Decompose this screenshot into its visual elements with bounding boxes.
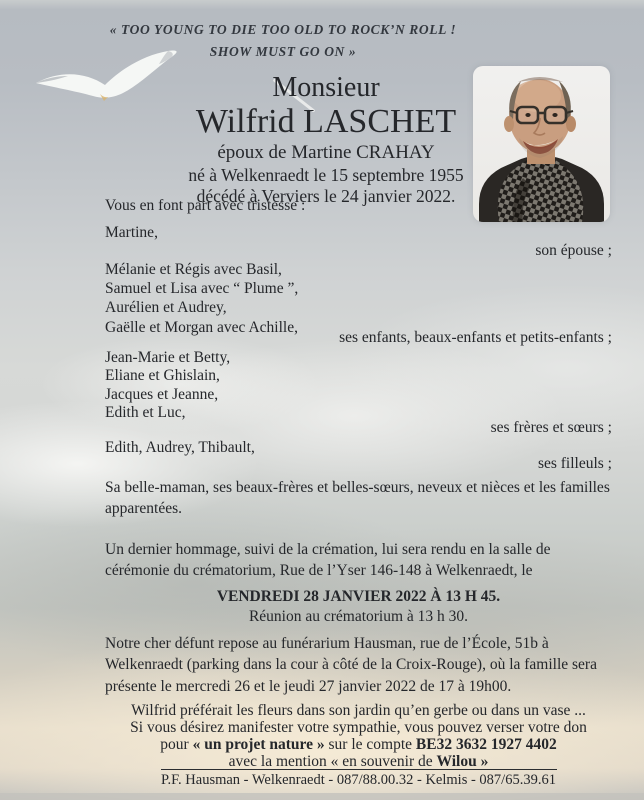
scan-bottom-edge: [0, 793, 644, 800]
child-line: Mélanie et Régis avec Basil,: [105, 261, 282, 278]
extended-family-paragraph: Sa belle-maman, ses beaux-frères et belles-sœurs, neveux et nièces et les familles apparentées.: [105, 479, 610, 518]
children-relation: ses enfants, beaux-enfants et petits-enfants ;: [339, 329, 612, 346]
mention-suffix: »: [476, 753, 489, 770]
birth-line: né à Welkenraedt le 15 septembre 1955: [188, 165, 464, 185]
epitaph-quote: [0, 19, 566, 63]
deceased-title-block: [18, 72, 634, 207]
child-line: Samuel et Lisa avec “ Plume ”,: [105, 280, 299, 298]
donation-line-2: [105, 736, 612, 754]
wife-relation: son épouse ;: [535, 242, 612, 259]
child-line: Aurélien et Audrey,: [105, 299, 227, 317]
wife-name: Martine,: [105, 224, 158, 241]
mention-prefix: avec la mention « en souvenir de: [228, 753, 437, 770]
footer-divider: [161, 769, 557, 770]
visitation-paragraph: Notre cher défunt repose au funérarium Hausman, rue de l’École, 51b à Welkenraedt (parking dans la cour à côté de la Croix-Rouge), où la famille sera présente le mercredi 26 et le jeudi 27 janvier 2022 de 17 à 19h00.: [105, 635, 597, 695]
godchildren-names: Edith, Audrey, Thibault,: [105, 439, 255, 456]
sibling-line: Jacques et Jeanne,: [105, 385, 219, 403]
donation-project: « un projet nature »: [192, 736, 325, 753]
funeral-home-line: P.F. Hausman - Welkenraedt - 087/88.00.32 - Kelmis - 087/65.39.61: [161, 772, 556, 788]
child-line: Gaëlle et Morgan avec Achille,: [105, 318, 298, 336]
mention-nickname: Wilou: [436, 753, 477, 770]
children-names: [105, 260, 612, 337]
deceased-salutation: Monsieur: [272, 72, 380, 103]
donation-line-1: Si vous désirez manifester votre sympathie, vous pouvez verser votre don: [130, 719, 587, 736]
siblings-relation: ses frères et sœurs ;: [490, 419, 612, 436]
donation-prefix: pour: [160, 736, 193, 753]
donation-account-number: BE32 3632 1927 4402: [415, 736, 557, 753]
epitaph-line-1: « TOO YOUNG TO DIE TOO OLD TO ROCK’N ROLL !: [109, 22, 457, 37]
spouse-line: époux de Martine CRAHAY: [217, 142, 435, 163]
ceremony-announcement: Un dernier hommage, suivi de la crémation, lui sera rendu en la salle de cérémonie du crématorium, Rue de l’Yser 146-148 à Welkenraedt, le: [105, 541, 551, 580]
death-line: décédé à Verviers le 24 janvier 2022.: [196, 186, 456, 206]
godchildren-relation: ses filleuls ;: [537, 455, 612, 472]
announcement-intro: Vous en font part avec tristesse :: [105, 197, 306, 214]
donation-middle: sur le compte: [324, 736, 416, 753]
epitaph-line-2: SHOW MUST GO ON »: [209, 44, 357, 59]
sibling-line: Edith et Luc,: [105, 404, 186, 422]
ceremony-meeting: Réunion au crématorium à 13 h 30.: [248, 608, 469, 625]
ceremony-date: VENDREDI 28 JANVIER 2022 À 13 H 45.: [216, 588, 501, 605]
deceased-name: Wilfrid LASCHET: [195, 103, 457, 140]
siblings-names: [105, 349, 612, 423]
sibling-line: Eliane et Ghislain,: [105, 367, 220, 385]
sibling-line: Jean-Marie et Betty,: [105, 349, 231, 366]
flowers-line: Wilfrid préférait les fleurs dans son jardin qu’en gerbe ou dans un vase ...: [131, 702, 586, 719]
